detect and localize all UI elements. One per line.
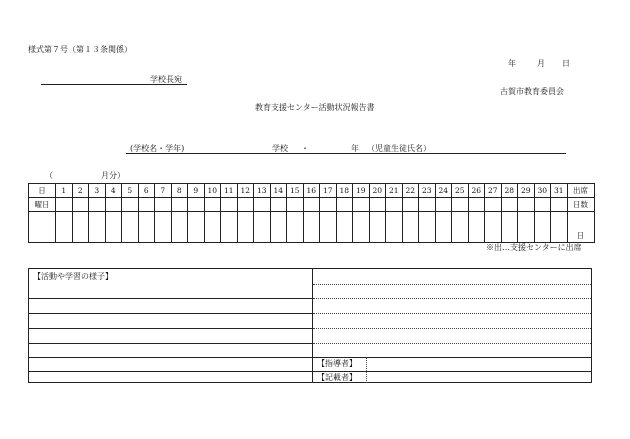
recorder-divider: [366, 371, 367, 383]
instructor-top-rule: [313, 357, 591, 358]
addressee: 学校長宛: [150, 75, 182, 84]
date-month-label: 月: [537, 59, 545, 68]
calendar-attendance-row: [29, 212, 595, 243]
date-day-label: 日: [562, 59, 570, 68]
year-label: 年: [351, 144, 359, 153]
weekday-cell[interactable]: [122, 198, 139, 212]
activity-rule: [29, 328, 312, 329]
activity-rule: [29, 357, 312, 358]
day-cell: 31: [551, 184, 568, 198]
calendar-weekday-row: [29, 198, 595, 212]
activity-dotted-rule: [313, 284, 591, 285]
day-cell: 21: [386, 184, 403, 198]
attendance-note: ※出…支援センターに出席: [486, 243, 582, 252]
attendance-cell[interactable]: [122, 212, 139, 243]
weekday-cell[interactable]: [56, 198, 73, 212]
day-cell: 11: [221, 184, 238, 198]
school-grade-label: (学校名・学年): [130, 144, 185, 153]
day-cell: 29: [518, 184, 535, 198]
day-cell: 3: [89, 184, 106, 198]
date-year-label: 年: [508, 59, 516, 68]
day-cell: 14: [270, 184, 287, 198]
month-label: 月分）: [101, 171, 125, 180]
attendance-cell[interactable]: [287, 212, 304, 243]
day-cell: 6: [138, 184, 155, 198]
weekday-cell[interactable]: [452, 198, 469, 212]
attendance-cell[interactable]: [237, 212, 254, 243]
attendance-cell[interactable]: [485, 212, 502, 243]
day-cell: 15: [287, 184, 304, 198]
attendance-cell[interactable]: [551, 212, 568, 243]
attendance-cell[interactable]: [155, 212, 172, 243]
activity-rule: [29, 298, 312, 299]
attendance-cell[interactable]: [534, 212, 551, 243]
day-cell: 18: [336, 184, 353, 198]
days-total-cell: 日: [567, 212, 594, 243]
day-cell: 1: [56, 184, 73, 198]
weekday-cell[interactable]: [138, 198, 155, 212]
attendance-cell[interactable]: [336, 212, 353, 243]
attendance-row-label: [29, 212, 56, 243]
weekday-cell[interactable]: [287, 198, 304, 212]
weekday-cell[interactable]: [303, 198, 320, 212]
attendance-cell[interactable]: [204, 212, 221, 243]
weekday-header: 曜日: [29, 198, 56, 212]
day-cell: 10: [204, 184, 221, 198]
student-name-label: （児童生徒氏名）: [367, 144, 431, 153]
attendance-cell[interactable]: [452, 212, 469, 243]
activity-dotted-rule: [313, 343, 591, 344]
activity-rule: [29, 313, 312, 314]
day-cell: 28: [501, 184, 518, 198]
attendance-cell[interactable]: [386, 212, 403, 243]
weekday-cell[interactable]: [518, 198, 535, 212]
attendance-cell[interactable]: [501, 212, 518, 243]
attendance-cell[interactable]: [303, 212, 320, 243]
attendance-cell[interactable]: [105, 212, 122, 243]
recorder-top-rule: [313, 371, 591, 372]
weekday-cell[interactable]: [254, 198, 271, 212]
day-cell: 17: [320, 184, 337, 198]
day-cell: 27: [485, 184, 502, 198]
month-open-paren: （: [45, 171, 53, 180]
weekday-cell[interactable]: [89, 198, 106, 212]
day-cell: 4: [105, 184, 122, 198]
form-number: 様式第７号（第１３条関係）: [28, 45, 132, 54]
weekday-cell[interactable]: [221, 198, 238, 212]
day-cell: 19: [353, 184, 370, 198]
weekday-cell[interactable]: [155, 198, 172, 212]
instructor-label: 【指導者】: [317, 359, 357, 368]
day-header: 日: [29, 184, 56, 198]
weekday-cell[interactable]: [369, 198, 386, 212]
activity-rule: [29, 343, 312, 344]
attendance-cell[interactable]: [435, 212, 452, 243]
attendance-cell[interactable]: [402, 212, 419, 243]
instructor-divider: [366, 357, 367, 371]
attendance-cell[interactable]: [419, 212, 436, 243]
weekday-cell[interactable]: [188, 198, 205, 212]
attendance-cell[interactable]: [221, 212, 238, 243]
attendance-cell[interactable]: [72, 212, 89, 243]
weekday-cell[interactable]: [72, 198, 89, 212]
weekday-cell[interactable]: [402, 198, 419, 212]
weekday-cell[interactable]: [171, 198, 188, 212]
activity-label: 【活動や学習の様子】: [33, 272, 113, 281]
attendance-cell[interactable]: [254, 212, 271, 243]
weekday-cell[interactable]: [435, 198, 452, 212]
activity-dotted-rule: [313, 298, 591, 299]
attendance-cell[interactable]: [188, 212, 205, 243]
day-cell: 8: [171, 184, 188, 198]
attendance-cell[interactable]: [468, 212, 485, 243]
calendar-day-row: [29, 184, 595, 198]
day-cell: 20: [369, 184, 386, 198]
attendance-cell[interactable]: [56, 212, 73, 243]
issuer: 古賀市教育委員会: [500, 87, 564, 96]
document-title: 教育支援センター活動状況報告書: [255, 103, 375, 112]
weekday-cell[interactable]: [534, 198, 551, 212]
day-cell: 22: [402, 184, 419, 198]
attendance-cell[interactable]: [353, 212, 370, 243]
attendance-cell[interactable]: [89, 212, 106, 243]
attendance-cell[interactable]: [270, 212, 287, 243]
weekday-cell[interactable]: [468, 198, 485, 212]
weekday-cell[interactable]: [419, 198, 436, 212]
activity-rule: [29, 371, 312, 372]
attendance-calendar: [28, 183, 595, 243]
day-cell: 7: [155, 184, 172, 198]
attendance-header: 出席: [567, 184, 594, 198]
day-cell: 12: [237, 184, 254, 198]
weekday-cell[interactable]: [237, 198, 254, 212]
weekday-cell[interactable]: [386, 198, 403, 212]
weekday-cell[interactable]: [551, 198, 568, 212]
attendance-cell[interactable]: [518, 212, 535, 243]
day-cell: 2: [72, 184, 89, 198]
attendance-cell[interactable]: [138, 212, 155, 243]
day-cell: 16: [303, 184, 320, 198]
weekday-cell[interactable]: [270, 198, 287, 212]
day-cell: 26: [468, 184, 485, 198]
activity-dotted-rule: [313, 313, 591, 314]
attendance-cell[interactable]: [320, 212, 337, 243]
attendance-cell[interactable]: [171, 212, 188, 243]
day-cell: 23: [419, 184, 436, 198]
separator-dot: ・: [301, 144, 309, 153]
day-cell: 5: [122, 184, 139, 198]
activity-dotted-rule: [313, 328, 591, 329]
day-cell: 24: [435, 184, 452, 198]
day-cell: 13: [254, 184, 271, 198]
weekday-cell[interactable]: [353, 198, 370, 212]
activity-section: [28, 268, 592, 383]
addressee-underline: [41, 84, 187, 85]
weekday-cell[interactable]: [105, 198, 122, 212]
school-label: 学校: [272, 144, 288, 153]
student-line-underline: [126, 153, 566, 154]
day-cell: 30: [534, 184, 551, 198]
activity-column-divider: [312, 269, 313, 382]
recorder-label: 【記載者】: [317, 373, 357, 382]
weekday-cell[interactable]: [204, 198, 221, 212]
weekday-cell[interactable]: [485, 198, 502, 212]
weekday-cell[interactable]: [320, 198, 337, 212]
days-count-header: 日数: [567, 198, 594, 212]
day-cell: 9: [188, 184, 205, 198]
day-cell: 25: [452, 184, 469, 198]
weekday-cell[interactable]: [501, 198, 518, 212]
attendance-cell[interactable]: [369, 212, 386, 243]
weekday-cell[interactable]: [336, 198, 353, 212]
